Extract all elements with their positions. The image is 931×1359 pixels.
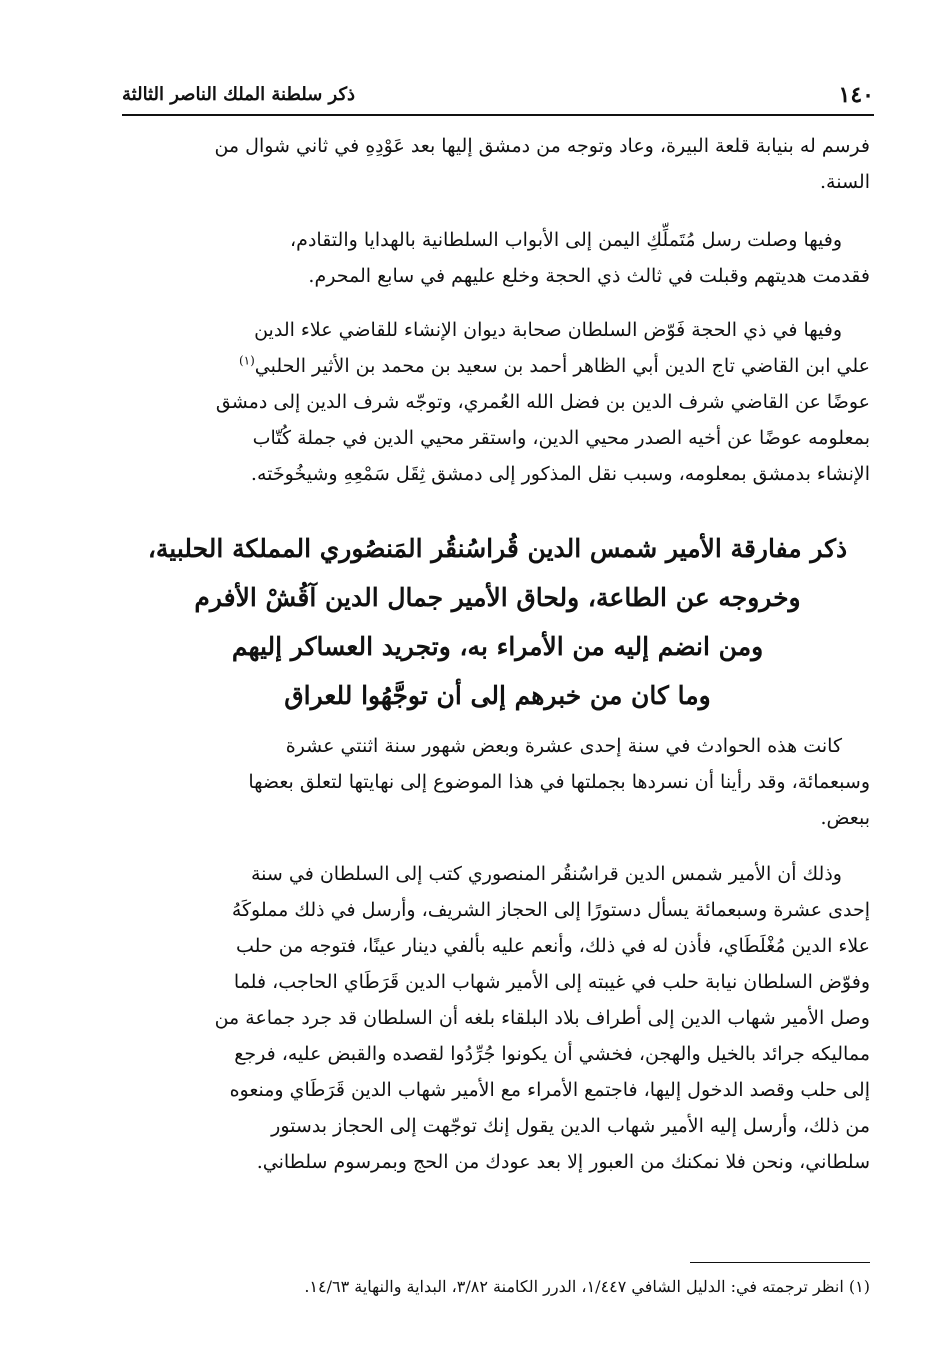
- paragraph-5: [125, 856, 870, 1180]
- text-line: فقدمت هديتهم وقبلت في ثالث ذي الحجة وخلع عليهم في سابع المحرم.: [308, 265, 870, 287]
- text-line: وصل الأمير شهاب الدين إلى أطراف بلاد البلقاء بلغه أن السلطان قد جرد جماعة من: [214, 1007, 870, 1029]
- heading-line: وخروجه عن الطاعة، ولحاق الأمير جمال الدين آقُشْ الأفرم: [194, 583, 801, 612]
- text-line: إلى حلب وقصد الدخول إليها، فاجتمع الأمراء مع الأمير شهاب الدين قَرَطَاي ومنعوه: [229, 1079, 870, 1101]
- text-line: علي ابن القاضي تاج الدين أبي الظاهر أحمد بن سعيد بن محمد بن الأثير الحلبي: [254, 355, 870, 377]
- text-line: فرسم له بنيابة قلعة البيرة، وعاد وتوجه من دمشق إليها بعد عَوْدِهِ في ثاني شوال من: [214, 135, 870, 157]
- text-line: وذلك أن الأمير شمس الدين قراسُنقُر المنصوري كتب إلى السلطان في سنة: [251, 863, 842, 885]
- text-line-with-footnote: [125, 348, 870, 384]
- heading-line: وما كان من خبرهم إلى أن توجَّهُوا للعراق: [284, 681, 711, 710]
- text-line: ببعض.: [820, 807, 870, 829]
- header-rule: [122, 114, 874, 116]
- text-line: الإنشاء بدمشق بمعلومه، وسبب نقل المذكور إلى دمشق ثِقَل سَمْعِهِ وشيخُوخَته.: [250, 463, 870, 485]
- paragraph-2: [125, 222, 870, 294]
- text-line: وفيها وصلت رسل مُتَملِّكِ اليمن إلى الأبواب السلطانية بالهدايا والتقادم،: [290, 229, 842, 251]
- text-line: من ذلك، وأرسل إليه الأمير شهاب الدين يقول إنك توجّهت إلى الحجاز بدستور: [271, 1115, 870, 1137]
- footnote-rule: [690, 1262, 870, 1263]
- text-line: سلطاني، ونحن فلا نمكنك من العبور إلا بعد عودك من الحج وبمرسوم سلطاني.: [256, 1151, 870, 1173]
- section-heading: [125, 524, 870, 720]
- heading-line: ومن انضم إليه من الأمراء به، وتجريد العساكر إليهم: [231, 632, 764, 661]
- text-line: وفوّض السلطان نيابة حلب في غيبته إلى الأمير شهاب الدين قَرَطَاي الحاجب، فلما: [233, 971, 870, 993]
- heading-line: ذكر مفارقة الأمير شمس الدين قُراسُنقُر المَنصُوري المملكة الحلبية،: [147, 534, 848, 563]
- paragraph-1: [125, 128, 870, 200]
- text-line: علاء الدين مُغْلَطَاي، فأذن له في ذلك، وأنعم عليه بألفي دينار عينًا، فتوجه من حلب: [235, 935, 870, 957]
- text-line: عوضًا عن القاضي شرف الدين بن فضل الله العُمري، وتوجّه شرف الدين إلى دمشق: [215, 391, 870, 413]
- running-header: [122, 70, 874, 110]
- text-line: مماليكه جرائد بالخيل والهجن، فخشي أن يكونوا جُرِّدُوا لقصده والقبض عليه، فرجع: [234, 1043, 870, 1065]
- running-header-title: ذكر سلطنة الملك الناصر الثالثة: [122, 84, 356, 105]
- footnote: (١) انظر ترجمته في: الدليل الشافي ١/٤٤٧، الدرر الكامنة ٣/٨٢، البداية والنهاية ١٤/٦٣.: [304, 1277, 870, 1296]
- paragraph-4: [125, 728, 870, 836]
- text-line: وفيها في ذي الحجة فَوّض السلطان صحابة ديوان الإنشاء للقاضي علاء الدين: [254, 319, 842, 341]
- text-line: وسبعمائة، وقد رأينا أن نسردها بجملتها في هذا الموضوع إلى نهايتها لتعلق بعضها: [248, 771, 870, 793]
- text-line: إحدى عشرة وسبعمائة يسأل دستورًا إلى الحجاز الشريف، وأرسل في ذلك مملوكَهُ: [231, 899, 870, 921]
- text-line: كانت هذه الحوادث في سنة إحدى عشرة وبعض شهور سنة اثنتي عشرة: [285, 735, 842, 757]
- paragraph-3: [125, 312, 870, 492]
- page-number: ١٤٠: [838, 82, 874, 108]
- footnote-marker[interactable]: (١): [238, 353, 255, 368]
- text-line: بمعلومه عوضًا عن أخيه الصدر محيي الدين، واستقر محيي الدين في جملة كُتّاب: [252, 427, 870, 449]
- text-line: السنة.: [820, 171, 870, 193]
